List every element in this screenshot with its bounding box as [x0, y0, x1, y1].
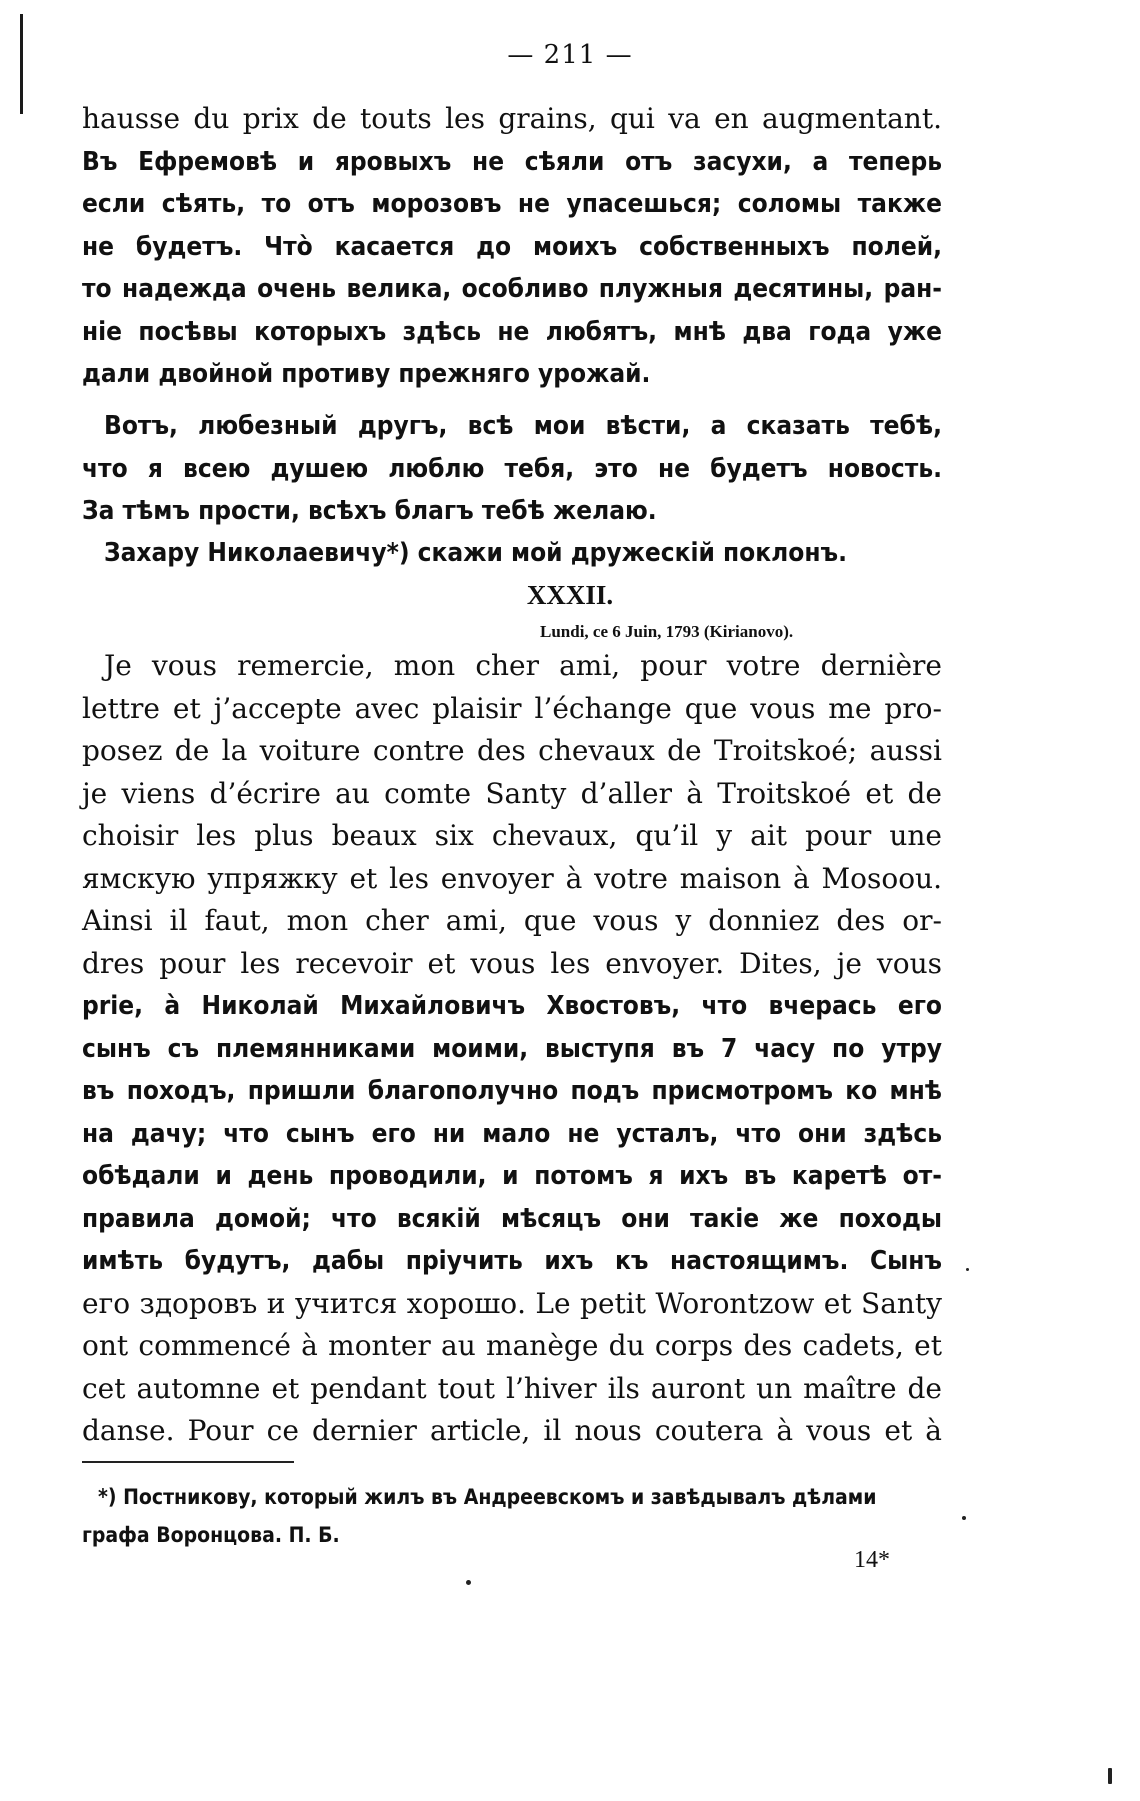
text-line: на дачу; что сынъ его ни мало не усталъ, что они здѣсь [82, 1118, 942, 1149]
text-line: ніе посѣвы которыхъ здѣсь не любятъ, мнѣ два года уже [82, 316, 942, 347]
text-line: Je vous remercie, mon cher ami, pour votre dernière [104, 649, 942, 682]
text-line: обѣдали и день проводили, и потомъ я ихъ въ каретѣ от- [82, 1161, 942, 1191]
page-number: — 211 — [507, 40, 633, 70]
text-line: За тѣмъ прости, всѣхъ благъ тебѣ желаю. [82, 496, 657, 526]
text-line: choisir les plus beaux six chevaux, qu’il y ait pour une [82, 819, 942, 852]
footnote-divider [82, 1461, 294, 1463]
paragraph-greeting [82, 532, 942, 575]
text-line: danse. Pour ce dernier article, il nous coutera à vous et à [82, 1414, 942, 1447]
text-line: дали двойной противу прежняго урожай. [82, 359, 651, 389]
paragraph-continuation [82, 98, 942, 396]
text-line: ont commencé à monter au manège du corps des cadets, et [82, 1329, 942, 1362]
text-line: ямскую упряжку et les envoyer à votre maison à Mosoou. [82, 861, 942, 895]
text-line: Ainsi il faut, mon cher ami, que vous y donniez des or- [82, 904, 942, 937]
text-line: въ походъ, пришли благополучно подъ присмотромъ ко мнѣ [82, 1076, 942, 1106]
footnote-line: графа Воронцова. П. Б. [82, 1523, 340, 1547]
scan-speck [962, 1516, 966, 1520]
text-line: Въ Ефремовѣ и яровыхъ не сѣяли отъ засухи, а теперь [82, 146, 942, 177]
text-line: не будетъ. Чтò касается до моихъ собственныхъ полей, [82, 231, 942, 262]
scan-speck [1108, 1768, 1112, 1784]
letter-date-line: Lundi, ce 6 Juin, 1793 (Kirianovo). [540, 622, 794, 641]
printer-signature-mark: 14* [854, 1547, 890, 1573]
footnote [82, 1478, 946, 1554]
text-line: prie, à Николай Михайловичъ Хвостовъ, что вчерась его [82, 991, 942, 1021]
text-line: dres pour les recevoir et vous les envoyer. Dites, je vous [82, 946, 942, 980]
text-line: Вотъ, любезный другъ, всѣ мои вѣсти, а сказать тебѣ, [104, 411, 942, 441]
text-line: его здоровъ и учится хорошо. Le petit Worontzow et Santy [82, 1286, 942, 1320]
footnote-line: *) Постникову, который жилъ въ Андреевскомъ и завѣдывалъ дѣлами [98, 1485, 877, 1509]
scan-speck [966, 1268, 969, 1271]
letter-number-heading: XXXII. [526, 580, 614, 610]
text-line: Захару Николаевичу*) скажи мой дружескій поклонъ. [104, 538, 847, 568]
text-line: сынъ съ племянниками моими, выступя въ 7 часу по утру [82, 1033, 942, 1064]
text-line: je viens d’écrire au comte Santy d’aller à Troitskoé et de [82, 776, 942, 810]
text-line: lettre et j’accepte avec plaisir l’échange que vous me pro- [82, 691, 942, 725]
text-line: что я всею душею люблю тебя, это не будетъ новость. [82, 453, 942, 484]
text-line: cet automne et pendant tout l’hiver ils auront un maître de [82, 1371, 942, 1405]
text-line: если сѣять, то отъ морозовъ не упасешься; соломы также [82, 189, 942, 219]
paragraph-letter-body [82, 645, 942, 1453]
text-line: hausse du prix de touts les grains, qui va en augmentant. [82, 102, 942, 135]
scan-speck [466, 1580, 471, 1585]
text-line: имѣть будутъ, дабы пріучить ихъ къ настоящимъ. Сынъ [82, 1246, 942, 1276]
paragraph-farewell [82, 405, 942, 533]
text-line: posez de la voiture contre des chevaux de Troitskoé; aussi [82, 734, 942, 767]
text-line: правила домой; что всякій мѣсяцъ они такіе же походы [82, 1203, 942, 1234]
text-line: то надежда очень велика, особливо плужныя десятины, ран- [82, 274, 942, 304]
